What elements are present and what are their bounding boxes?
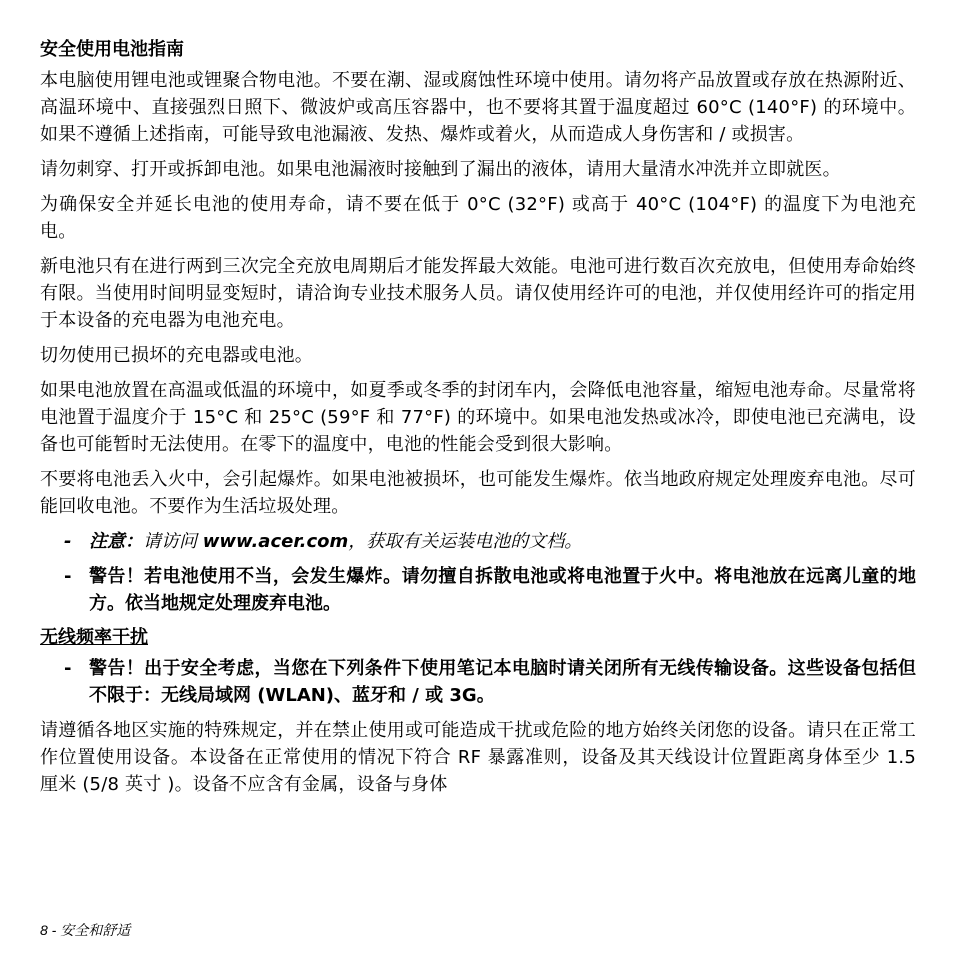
warning-bullet-wireless bbox=[40, 655, 916, 709]
paragraph-battery-damaged-charger: 切勿使用已损坏的充电器或电池。 bbox=[40, 345, 313, 366]
warning-bullet-battery bbox=[40, 563, 916, 617]
warning-text-battery: 警告！若电池使用不当，会发生爆炸。请勿擅自拆散电池或将电池置于火中。将电池放在远离儿童的地方。依当地规定处理废弃电池。 bbox=[89, 566, 916, 614]
paragraph-battery-disposal: 不要将电池丢入火中，会引起爆炸。如果电池被损坏，也可能发生爆炸。依当地政府规定处理废弃电池。尽可能回收电池。不要作为生活垃圾处理。 bbox=[40, 469, 916, 517]
section-heading-battery-safety: 安全使用电池指南 bbox=[40, 39, 184, 60]
paragraph-wireless-rules: 请遵循各地区实施的特殊规定，并在禁止使用或可能造成干扰或危险的地方始终关闭您的设备。请只在正常工作位置使用设备。本设备在正常使用的情况下符合 RF 暴露准则，设备及其天线设计位置距离身体至少 1.5 厘米 (5/8 英寸 )。设备不应含有金属，设备与身体 bbox=[40, 720, 916, 795]
acer-website-link[interactable]: www.acer.com bbox=[202, 531, 349, 552]
warning-text-wireless: 警告！出于安全考虑，当您在下列条件下使用笔记本电脑时请关闭所有无线传输设备。这些设备包括但不限于：无线局域网 (WLAN)、蓝牙和 / 或 3G。 bbox=[89, 658, 916, 706]
bullet-dash: - bbox=[64, 531, 72, 552]
note-label: 注意： bbox=[89, 531, 143, 552]
paragraph-battery-charging-temp: 为确保安全并延长电池的使用寿命，请不要在低于 0°C (32°F) 或高于 40°C (104°F) 的温度下为电池充电。 bbox=[40, 194, 916, 242]
note-text-pre: 请访问 bbox=[143, 531, 203, 552]
page-footer: 8 - 安全和舒适 bbox=[40, 922, 131, 938]
bullet-dash: - bbox=[64, 658, 72, 679]
bullet-dash: - bbox=[64, 566, 72, 587]
note-text-post: ，获取有关运装电池的文档。 bbox=[348, 531, 583, 552]
paragraph-battery-usage: 本电脑使用锂电池或锂聚合物电池。不要在潮、湿或腐蚀性环境中使用。请勿将产品放置或存放在热源附近、高温环境中、直接强烈日照下、微波炉或高压容器中，也不要将其置于温度超过 60°C (140°F) 的环境中。如果不遵循上述指南，可能导致电池漏液、发热、爆炸或着火，从而造成人身伤害和 / 或损害。 bbox=[40, 70, 916, 145]
section-heading-wireless: 无线频率干扰 bbox=[40, 627, 148, 648]
paragraph-battery-puncture: 请勿刺穿、打开或拆卸电池。如果电池漏液时接触到了漏出的液体，请用大量清水冲洗并立即就医。 bbox=[40, 159, 841, 180]
paragraph-battery-temperature: 如果电池放置在高温或低温的环境中，如夏季或冬季的封闭车内，会降低电池容量，缩短电池寿命。尽量常将电池置于温度介于 15°C 和 25°C (59°F 和 77°F) 的环境中。如果电池发热或冰冷，即使电池已充满电，设备也可能暂时无法使用。在零下的温度中，电池的性能会受到很大影响。 bbox=[40, 380, 916, 455]
page-content bbox=[40, 37, 916, 806]
note-bullet bbox=[40, 528, 916, 555]
paragraph-battery-new-cycles: 新电池只有在进行两到三次完全充放电周期后才能发挥最大效能。电池可进行数百次充放电，但使用寿命始终有限。当使用时间明显变短时，请洽询专业技术服务人员。请仅使用经许可的电池，并仅使用经许可的指定用于本设备的充电器为电池充电。 bbox=[40, 256, 916, 331]
